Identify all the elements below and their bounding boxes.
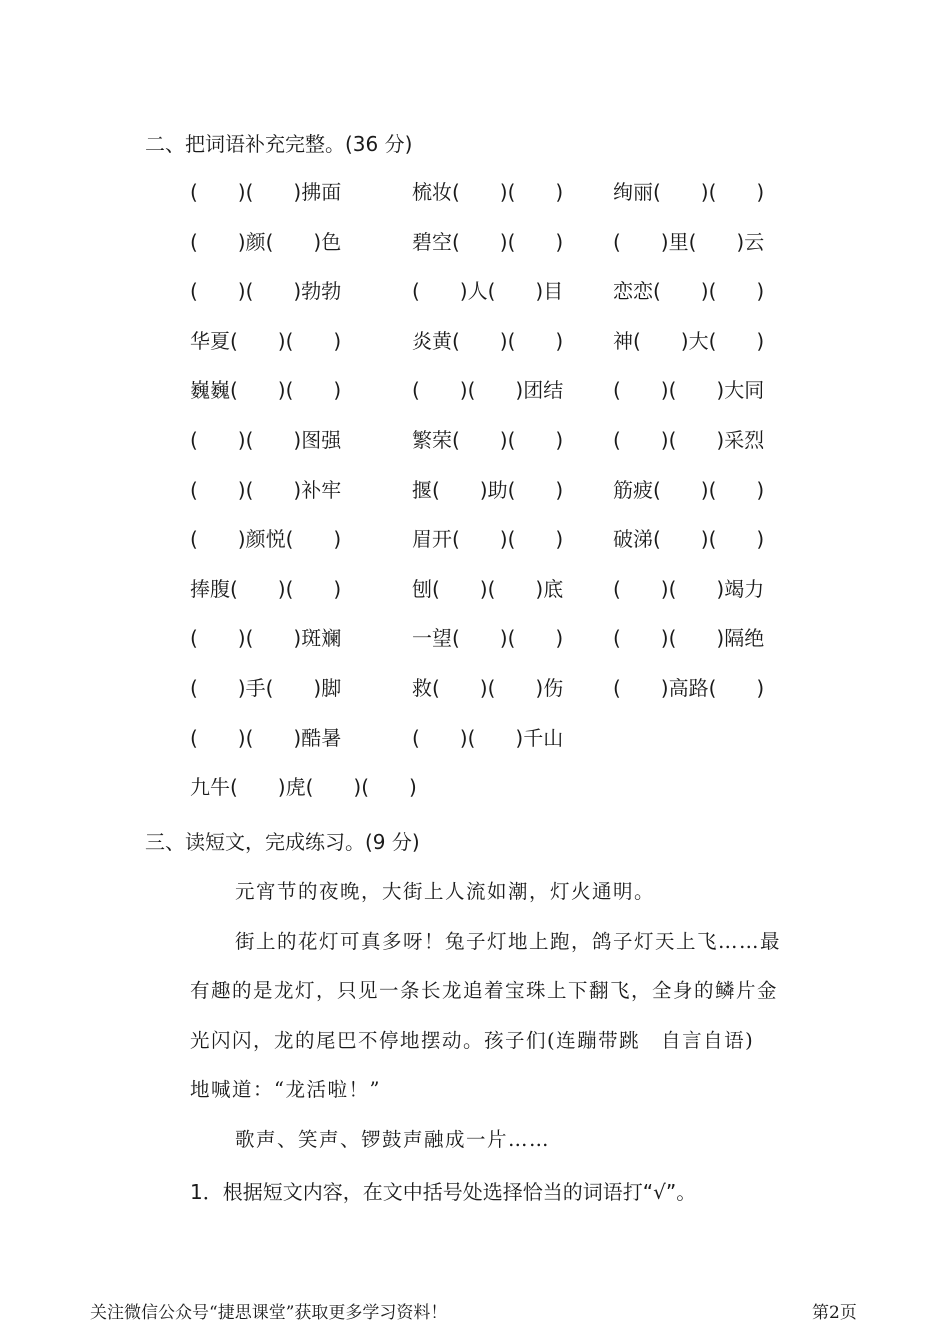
idiom-item: 破涕( )( ) bbox=[613, 527, 765, 552]
idiom-item: ( )( )团结 bbox=[412, 378, 564, 403]
idiom-item: ( )( )千山 bbox=[412, 725, 564, 750]
grid-row bbox=[190, 569, 830, 619]
grid-row bbox=[190, 767, 830, 817]
idiom-item: ( )( )图强 bbox=[190, 427, 342, 452]
idiom-fill-grid bbox=[190, 172, 830, 817]
idiom-item: ( )( )大同 bbox=[613, 378, 765, 403]
idiom-item: ( )( )竭力 bbox=[613, 576, 765, 601]
idiom-item: 救( )( )伤 bbox=[412, 675, 564, 700]
footer-promo: 关注微信公众号“捷思课堂”获取更多学习资料！ bbox=[90, 1303, 448, 1323]
idiom-item: 巍巍( )( ) bbox=[190, 378, 342, 403]
grid-row bbox=[190, 222, 830, 272]
idiom-item: 神( )大( ) bbox=[613, 328, 765, 353]
grid-row bbox=[190, 172, 830, 222]
idiom-item: 筋疲( )( ) bbox=[613, 477, 765, 502]
grid-row bbox=[190, 618, 830, 668]
idiom-item: ( )( )酷暑 bbox=[190, 725, 342, 750]
passage-paragraph-2-line-3: 光闪闪，龙的尾巴不停地摆动。孩子们(连蹦带跳 自言自语) bbox=[190, 1029, 755, 1052]
idiom-item: 揠( )助( ) bbox=[412, 477, 564, 502]
idiom-item: 繁荣( )( ) bbox=[412, 427, 564, 452]
idiom-item: ( )( )勃勃 bbox=[190, 279, 342, 304]
idiom-item: ( )( )采烈 bbox=[613, 427, 765, 452]
grid-row bbox=[190, 420, 830, 470]
passage-paragraph-2-line-2: 有趣的是龙灯，只见一条长龙追着宝珠上下翻飞，全身的鳞片金 bbox=[190, 979, 779, 1002]
passage-paragraph-2-line-4: 地喊道：“龙活啦！” bbox=[190, 1078, 381, 1101]
idiom-item: ( )高路( ) bbox=[613, 675, 765, 700]
grid-row bbox=[190, 271, 830, 321]
idiom-item: 捧腹( )( ) bbox=[190, 576, 342, 601]
idiom-item: 九牛( )虎( )( ) bbox=[190, 775, 417, 800]
section3-title: 三、读短文，完成练习。(9 分) bbox=[145, 830, 420, 854]
idiom-item: 碧空( )( ) bbox=[412, 229, 564, 254]
idiom-item: 刨( )( )底 bbox=[412, 576, 564, 601]
idiom-item: ( )( )隔绝 bbox=[613, 626, 765, 651]
question-1: 1．根据短文内容，在文中括号处选择恰当的词语打“√”。 bbox=[190, 1180, 697, 1204]
idiom-item: ( )手( )脚 bbox=[190, 675, 342, 700]
idiom-item: 炎黄( )( ) bbox=[412, 328, 564, 353]
passage-paragraph-3: 歌声、笑声、锣鼓声融成一片…… bbox=[235, 1128, 551, 1151]
idiom-item: 恋恋( )( ) bbox=[613, 279, 765, 304]
idiom-item: ( )颜悦( ) bbox=[190, 527, 342, 552]
idiom-item: 一望( )( ) bbox=[412, 626, 564, 651]
idiom-item: 华夏( )( ) bbox=[190, 328, 342, 353]
passage-paragraph-2-line-1: 街上的花灯可真多呀！兔子灯地上跑，鸽子灯天上飞……最 bbox=[235, 930, 782, 953]
idiom-item: ( )人( )目 bbox=[412, 279, 564, 304]
passage-paragraph-1: 元宵节的夜晚，大街上人流如潮，灯火通明。 bbox=[235, 880, 656, 903]
grid-row bbox=[190, 470, 830, 520]
grid-row bbox=[190, 519, 830, 569]
idiom-item: ( )里( )云 bbox=[613, 229, 765, 254]
idiom-item: ( )( )补牢 bbox=[190, 477, 342, 502]
idiom-item: ( )颜( )色 bbox=[190, 229, 342, 254]
grid-row bbox=[190, 668, 830, 718]
grid-row bbox=[190, 718, 830, 768]
idiom-item: 绚丽( )( ) bbox=[613, 180, 765, 204]
grid-row bbox=[190, 321, 830, 371]
page-number: 第2页 bbox=[812, 1303, 857, 1323]
idiom-item: 梳妆( )( ) bbox=[412, 180, 564, 204]
idiom-item: 眉开( )( ) bbox=[412, 527, 564, 552]
grid-row bbox=[190, 370, 830, 420]
section2-title: 二、把词语补充完整。(36 分) bbox=[145, 132, 413, 156]
idiom-item: ( )( )拂面 bbox=[190, 180, 342, 204]
idiom-item: ( )( )斑斓 bbox=[190, 626, 342, 651]
